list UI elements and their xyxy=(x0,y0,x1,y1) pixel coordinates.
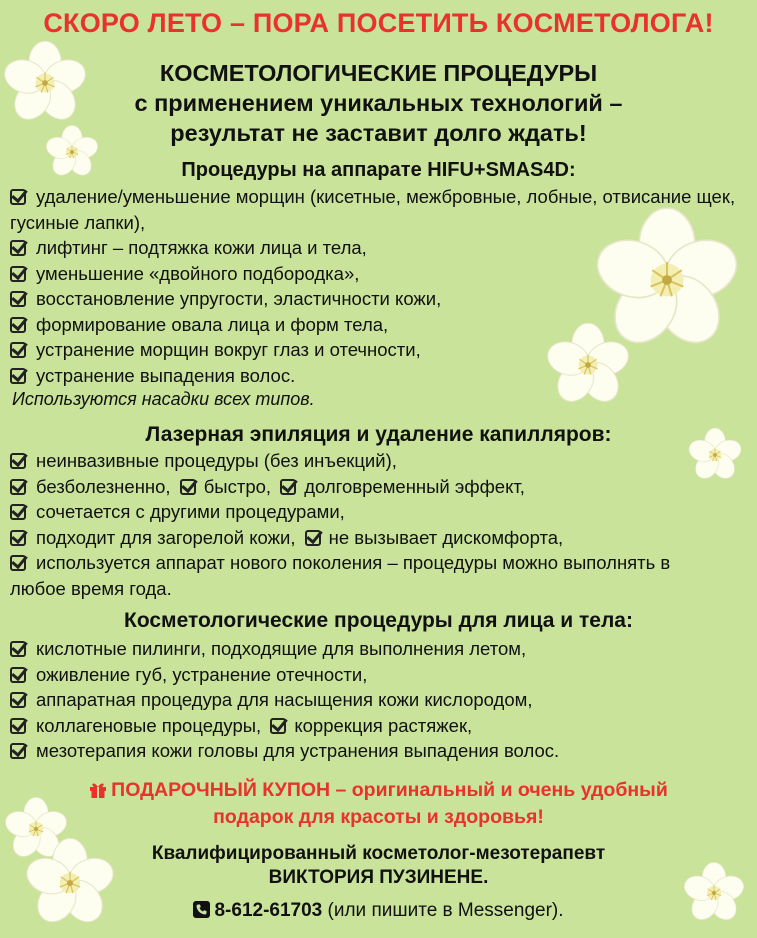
list-item: уменьшение «двойного подбородка», xyxy=(10,261,750,287)
check-box-icon xyxy=(10,240,26,256)
signature xyxy=(0,842,757,890)
phone-number[interactable]: 8-612-61703 xyxy=(214,900,323,921)
check-box-icon xyxy=(10,342,26,358)
check-box-icon xyxy=(270,718,286,734)
laser-list xyxy=(10,448,750,601)
list-item: восстановление упругости, эластичности кожи, xyxy=(10,286,750,312)
hifu-note: Используются насадки всех типов. xyxy=(12,389,315,409)
list-item: лифтинг – подтяжка кожи лица и тела, xyxy=(10,235,750,261)
list-item: формирование овала лица и форм тела, xyxy=(10,312,750,338)
list-item: оживление губ, устранение отечности, xyxy=(10,662,750,688)
list-item: используется аппарат нового поколения – процедуры можно выполнять в любое время года. xyxy=(10,552,671,599)
list-item: устранение морщин вокруг глаз и отечности, xyxy=(10,337,750,363)
check-box-icon xyxy=(10,692,26,708)
cosmetic-list xyxy=(10,636,750,764)
subtitle-line: результат не заставит долго ждать! xyxy=(170,120,587,146)
check-box-icon xyxy=(10,189,26,205)
subtitle xyxy=(60,58,697,148)
subtitle-line: с применением уникальных технологий – xyxy=(134,90,623,116)
list-item: подходит для загорелой кожи, не вызывает дискомфорта, xyxy=(10,525,750,551)
check-box-icon xyxy=(180,479,196,495)
subtitle-line: КОСМЕТОЛОГИЧЕСКИЕ ПРОЦЕДУРЫ xyxy=(159,60,598,86)
check-box-icon xyxy=(10,718,26,734)
coupon-line: подарок для красоты и здоровья! xyxy=(213,806,544,828)
check-box-icon xyxy=(10,368,26,384)
check-box-icon xyxy=(10,291,26,307)
list-item: сочетается с другими процедурами, xyxy=(10,499,750,525)
contact xyxy=(0,900,757,922)
laser-section-title: Лазерная эпиляция и удаление капилляров: xyxy=(145,423,612,446)
list-item: неинвазивные процедуры (без инъекций), xyxy=(10,448,750,474)
check-box-icon xyxy=(280,479,296,495)
list-item: безболезненно, быстро, долговременный эффект, xyxy=(10,474,750,500)
cosmetic-section-title: Косметологические процедуры для лица и тела: xyxy=(124,609,633,632)
list-item: коллагеновые процедуры, коррекция растяжек, xyxy=(10,713,750,739)
signature-title: Квалифицированный косметолог-мезотерапевт xyxy=(151,843,606,864)
check-box-icon xyxy=(10,641,26,657)
check-box-icon xyxy=(10,530,26,546)
list-item: кислотные пилинги, подходящие для выполнения летом, xyxy=(10,636,750,662)
check-box-icon xyxy=(10,317,26,333)
phone-icon xyxy=(193,901,210,918)
list-item: мезотерапия кожи головы для устранения выпадения волос. xyxy=(10,738,750,764)
contact-note: (или пишите в Messenger). xyxy=(327,900,564,921)
check-box-icon xyxy=(10,504,26,520)
hifu-section-title: Процедуры на аппарате HIFU+SMAS4D: xyxy=(181,159,576,181)
check-box-icon xyxy=(10,479,26,495)
check-box-icon xyxy=(10,743,26,759)
gift-icon xyxy=(89,781,107,798)
coupon-line: ПОДАРОЧНЫЙ КУПОН – оригинальный и очень удобный xyxy=(30,777,727,804)
gift-coupon xyxy=(30,777,727,831)
list-item: аппаратная процедура для насыщения кожи кислородом, xyxy=(10,687,750,713)
check-box-icon xyxy=(10,555,26,571)
headline: СКОРО ЛЕТО – ПОРА ПОСЕТИТЬ КОСМЕТОЛОГА! xyxy=(43,8,714,38)
check-box-icon xyxy=(10,453,26,469)
check-box-icon xyxy=(10,667,26,683)
hifu-list xyxy=(10,184,750,388)
check-box-icon xyxy=(10,266,26,282)
signature-name: ВИКТОРИЯ ПУЗИНЕНЕ. xyxy=(268,867,489,888)
list-item: удаление/уменьшение морщин (кисетные, межбровные, лобные, отвисание щек, гусиные лапки), xyxy=(10,186,736,233)
list-item: устранение выпадения волос. xyxy=(10,363,750,389)
check-box-icon xyxy=(305,530,321,546)
